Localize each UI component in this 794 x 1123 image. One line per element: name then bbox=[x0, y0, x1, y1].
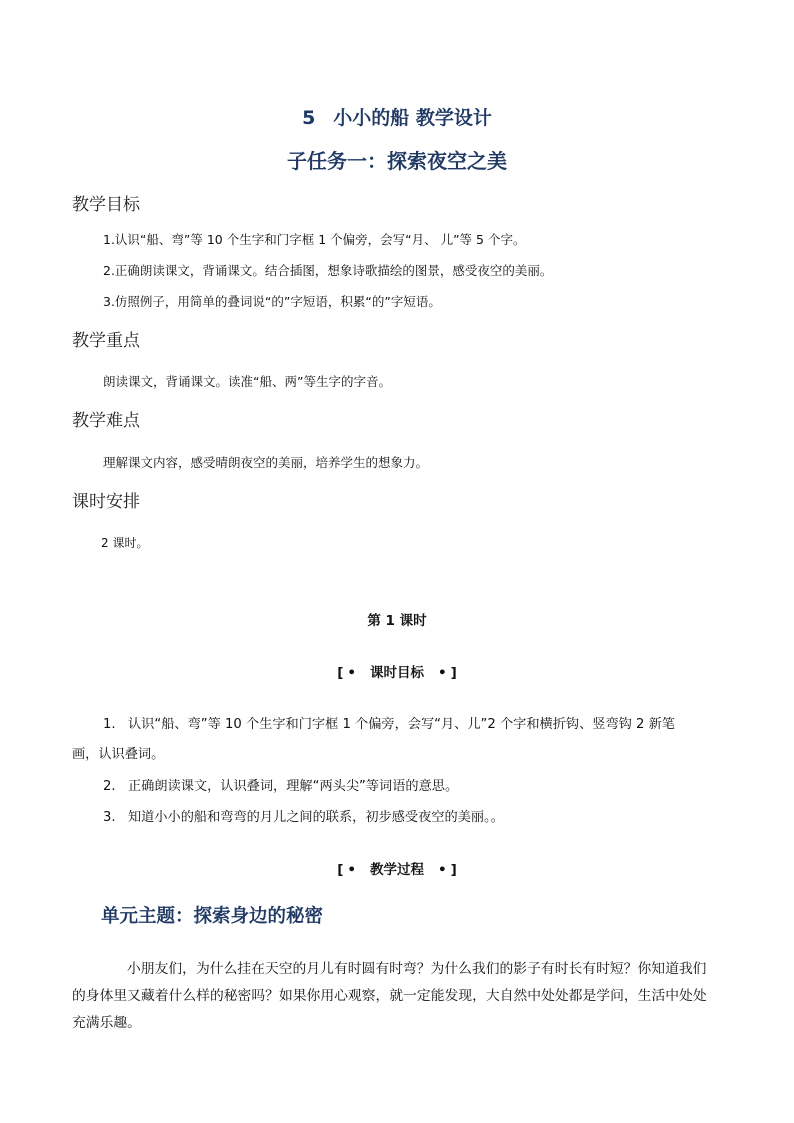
schedule-heading: 课时安排 bbox=[72, 492, 140, 512]
lesson-goal-text: 正确朗读课文，认识叠词，理解“两头尖”等词语的意思。 bbox=[128, 779, 459, 794]
goal-item-2: 2.正确朗读课文，背诵课文。结合插图，想象诗歌描绘的图景，感受夜空的美丽。 bbox=[103, 263, 553, 278]
bracket-open: [ bbox=[337, 665, 344, 681]
lesson-goal-text: 知道小小的船和弯弯的月儿之间的联系，初步感受夜空的美丽。。 bbox=[128, 810, 504, 825]
difficult-points-heading: 教学难点 bbox=[72, 411, 140, 431]
document-title bbox=[0, 103, 794, 130]
bracket-open: [ bbox=[337, 862, 344, 878]
paragraph-line-2: 的身体里又藏着什么样的秘密吗？如果你用心观察，就一定能发现，大自然中处处都是学问，生活中处处 bbox=[72, 988, 707, 1004]
unit-theme-title: 单元主题：探索身边的秘密 bbox=[101, 906, 324, 927]
lesson-goal-1-continuation: 画，认识叠词。 bbox=[72, 747, 165, 762]
lesson-goals-label: 课时目标 bbox=[370, 665, 424, 681]
goal-item-1: 1.认识“船、弯”等 10 个生字和门字框 1 个偏旁，会写“月、 儿”等 5 个字。 bbox=[103, 232, 526, 247]
list-number: 1. bbox=[103, 717, 116, 732]
lesson-goal-3 bbox=[103, 806, 504, 825]
key-points-heading: 教学重点 bbox=[72, 331, 140, 351]
difficult-points-text: 理解课文内容，感受晴朗夜空的美丽，培养学生的想象力。 bbox=[103, 455, 429, 470]
title-number: 5 bbox=[302, 107, 316, 129]
bullet-dot: • bbox=[347, 862, 356, 878]
bracket-close: ] bbox=[450, 862, 457, 878]
bullet-dot: • bbox=[438, 862, 447, 878]
goal-item-3: 3.仿照例子，用简单的叠词说“的”字短语，积累“的”字短语。 bbox=[103, 294, 441, 309]
list-number: 2. bbox=[103, 779, 116, 794]
paragraph-line-1: 小朋友们，为什么挂在天空的月儿有时圆有时弯？为什么我们的影子有时长有时短？你知道我们 bbox=[127, 961, 707, 977]
document-subtitle: 子任务一：探索夜空之美 bbox=[287, 149, 507, 173]
lesson-goal-1 bbox=[103, 713, 675, 732]
bullet-dot: • bbox=[347, 665, 356, 681]
lesson-goals-heading bbox=[0, 661, 794, 681]
schedule-text: 2 课时。 bbox=[101, 536, 149, 550]
bracket-close: ] bbox=[450, 665, 457, 681]
lesson-goal-2 bbox=[103, 775, 458, 794]
paragraph-line-3: 充满乐趣。 bbox=[72, 1015, 141, 1031]
teaching-process-heading bbox=[0, 858, 794, 878]
bullet-dot: • bbox=[438, 665, 447, 681]
title-text: 小小的船 教学设计 bbox=[333, 107, 492, 129]
goals-heading: 教学目标 bbox=[72, 195, 140, 215]
key-points-text: 朗读课文，背诵课文。读准“船、两”等生字的字音。 bbox=[103, 374, 391, 389]
list-number: 3. bbox=[103, 810, 116, 825]
lesson-title: 第 1 课时 bbox=[367, 613, 427, 629]
lesson-goal-text: 认识“船、弯”等 10 个生字和门字框 1 个偏旁，会写“月、儿”2 个字和横折钩、竖弯钩 2 新笔 bbox=[128, 717, 675, 732]
teaching-process-label: 教学过程 bbox=[370, 862, 424, 878]
